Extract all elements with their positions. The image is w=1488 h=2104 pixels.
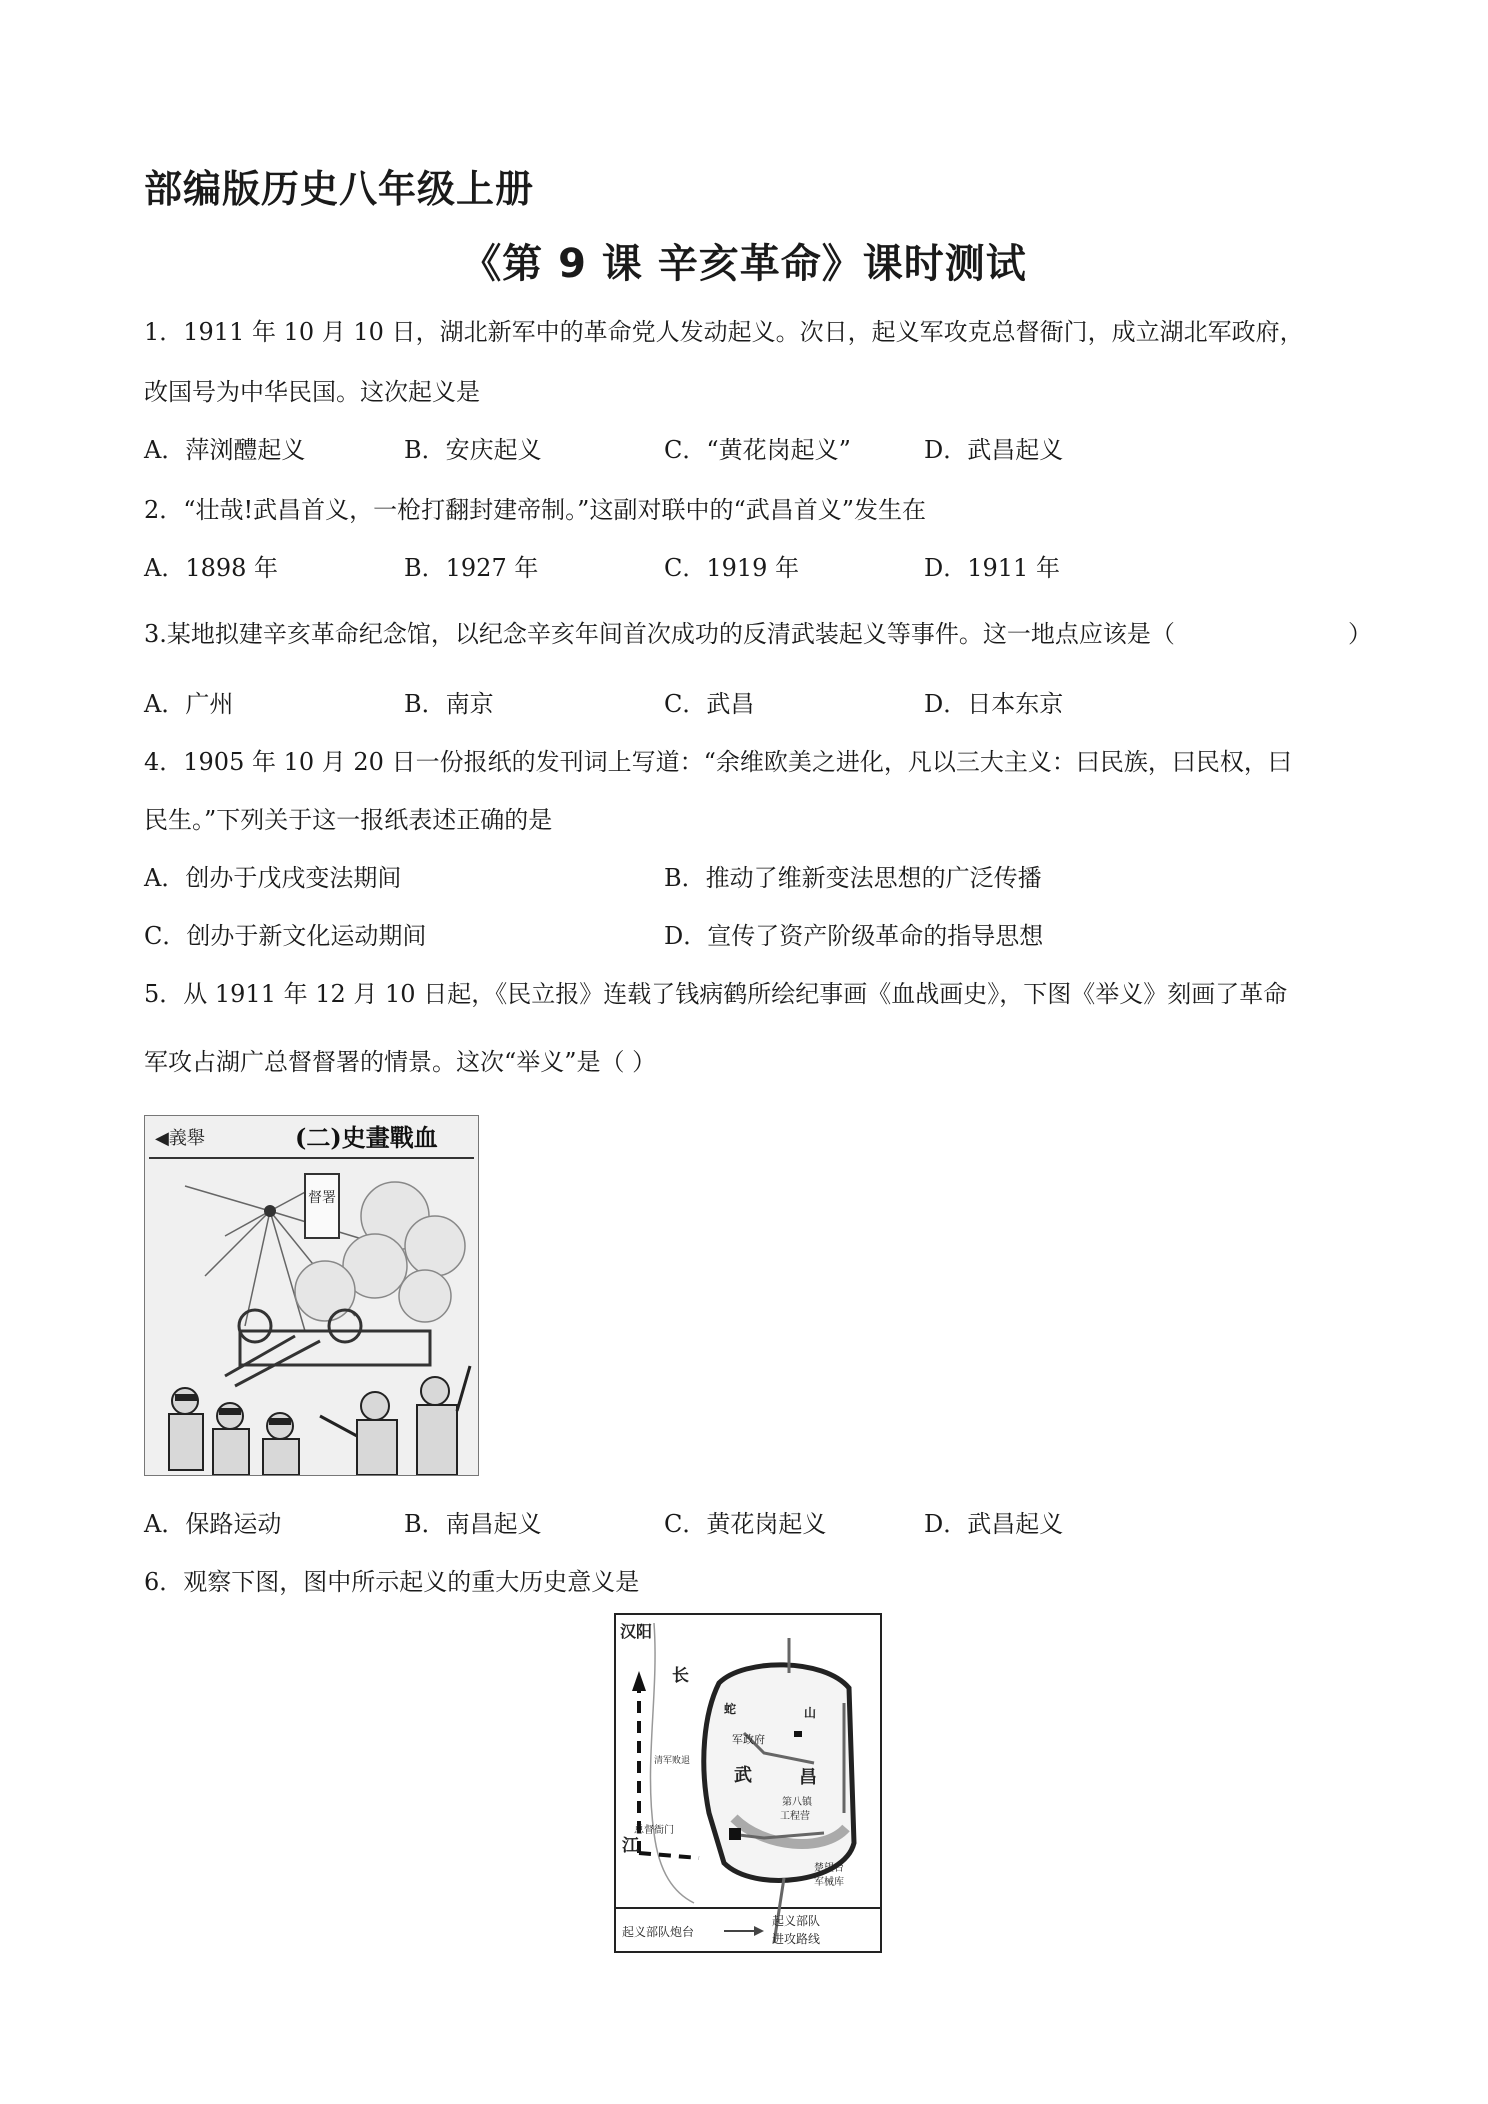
q3-option-a: A．广州	[144, 690, 234, 718]
illustration-sign: 督署	[308, 1190, 336, 1206]
q1-option-d: D．武昌起义	[924, 436, 1064, 464]
map-legend-route-b: 进攻路线	[772, 1932, 821, 1946]
map-label-armory: 军械库	[814, 1877, 844, 1888]
q3-option-c: C．武昌	[664, 690, 755, 718]
q1-stem-line1: 1．1911 年 10 月 10 日，湖北新军中的革命党人发动起义。次日，起义军攻克总督衙门，成立湖北军政府，	[144, 318, 1304, 346]
map-label-chuwangtai: 楚望台	[814, 1863, 844, 1874]
q4-option-b: B．推动了维新变法思想的广泛传播	[664, 864, 1042, 892]
map-label-chang: 长	[672, 1666, 689, 1686]
q4-option-a: A．创办于戊戌变法期间	[144, 864, 402, 892]
q3-stem-end: ）	[1348, 620, 1372, 648]
q4-option-d: D．宣传了资产阶级革命的指导思想	[664, 922, 1044, 950]
page-title: 《第 9 课 辛亥革命》课时测试	[461, 241, 1027, 287]
map-label-jiang: 江	[622, 1836, 639, 1856]
map-label-shan: 山	[804, 1706, 817, 1720]
q3-stem: 3.某地拟建辛亥革命纪念馆，以纪念辛亥年间首次成功的反清武装起义等事件。这一地点应该是（	[144, 620, 1175, 648]
q1-stem-line2: 改国号为中华民国。这次起义是	[144, 378, 480, 406]
q2-option-c: C．1919 年	[664, 554, 800, 582]
wuchang-uprising-map	[614, 1613, 882, 1953]
q5-option-b: B．南昌起义	[404, 1510, 542, 1538]
map-label-eighth: 第八镇	[782, 1797, 812, 1808]
subject-heading: 部编版历史八年级上册	[144, 167, 535, 211]
q3-option-b: B．南京	[404, 690, 494, 718]
q4-stem-line1: 4．1905 年 10 月 20 日一份报纸的发刊词上写道：“余维欧美之进化，凡以三大主义：曰民族，曰民权，曰	[144, 748, 1292, 776]
q5-option-a: A．保路运动	[144, 1510, 282, 1538]
q1-option-c: C．“黄花岗起义”	[664, 436, 851, 464]
map-label-hanyang: 汉阳	[620, 1622, 653, 1641]
map-label-chang2: 昌	[799, 1767, 817, 1788]
uprising-illustration	[144, 1115, 479, 1476]
q2-stem: 2．“壮哉!武昌首义，一枪打翻封建帝制。”这副对联中的“武昌首义”发生在	[144, 496, 926, 524]
q1-option-a: A．萍浏醴起义	[144, 436, 306, 464]
q5-option-c: C．黄花岗起义	[664, 1510, 827, 1538]
illustration-header-right: (二)史畫戰血	[295, 1123, 438, 1152]
map-label-qing-retreat: 清军败退	[654, 1756, 691, 1766]
q4-option-c: C．创办于新文化运动期间	[144, 922, 427, 950]
map-legend-battery: 起义部队炮台	[622, 1925, 695, 1939]
illustration-header-left: ◀義舉	[155, 1128, 205, 1149]
q2-option-d: D．1911 年	[924, 554, 1060, 582]
q6-stem: 6．观察下图，图中所示起义的重大历史意义是	[144, 1568, 640, 1596]
q3-option-d: D．日本东京	[924, 690, 1064, 718]
q4-stem-line2: 民生。”下列关于这一报纸表述正确的是	[144, 806, 553, 834]
q5-option-d: D．武昌起义	[924, 1510, 1064, 1538]
q2-option-a: A．1898 年	[144, 554, 279, 582]
q5-stem-line1: 5．从 1911 年 12 月 10 日起，《民立报》连载了钱病鹤所绘纪事画《血战画史》，下图《举义》刻画了革命	[144, 980, 1288, 1008]
map-label-wu: 武	[734, 1765, 752, 1786]
map-label-engineer: 工程营	[780, 1811, 810, 1822]
map-legend-route-a: 起义部队	[772, 1914, 821, 1928]
map-label-gov: 军政府	[732, 1733, 765, 1746]
q2-option-b: B．1927 年	[404, 554, 539, 582]
q1-option-b: B．安庆起义	[404, 436, 542, 464]
map-label-yamen: 总督衙门	[634, 1825, 674, 1836]
map-label-she: 蛇	[724, 1702, 737, 1716]
q5-stem-line2: 军攻占湖广总督督署的情景。这次“举义”是（ ）	[144, 1048, 657, 1076]
